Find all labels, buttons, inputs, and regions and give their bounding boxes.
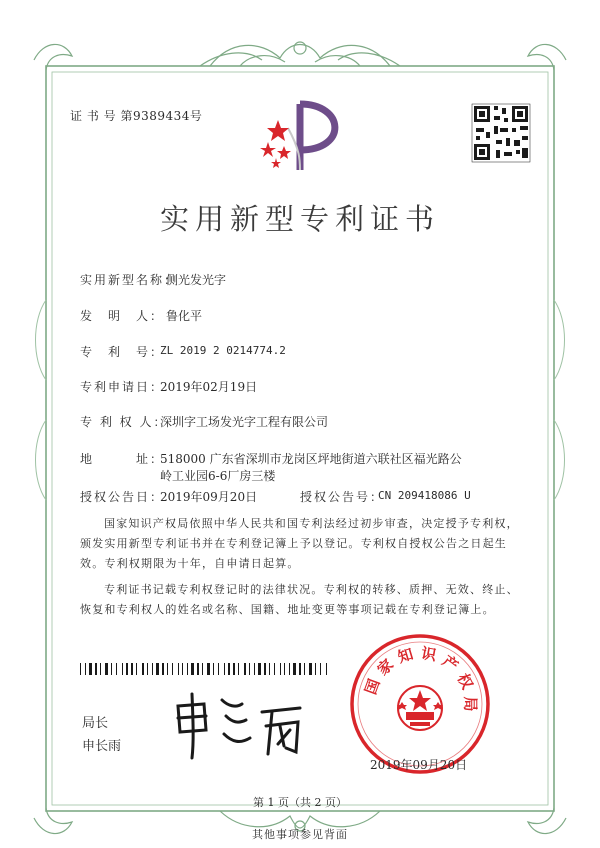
address-label: 地 址： xyxy=(80,452,165,466)
seal-character: 家 xyxy=(373,655,397,679)
patent-number-value: ZL 2019 2 0214774.2 xyxy=(160,344,286,357)
grant-statement-paragraph: 国家知识产权局依照中华人民共和国专利法经过初步审查，决定授予专利权，颁发实用新型专利证书并在专利登记簿上予以登记。专利权自授权公告之日起生效。专利权期限为十年，自申请日起算。 xyxy=(80,517,519,570)
patentee-value: 深圳字工场发光字工程有限公司 xyxy=(160,415,329,429)
back-note: 其他事项参见背面 xyxy=(252,828,348,841)
grant-date-label: 授权公告日： xyxy=(80,490,165,504)
inventor-value: 鲁化平 xyxy=(166,309,203,323)
seal-date: 2019年09月20日 xyxy=(370,758,468,772)
address-line-1: 518000 广东省深圳市龙岗区坪地街道六联社区福光路公 xyxy=(160,452,462,466)
seal-character: 局 xyxy=(461,696,480,712)
grant-date-value: 2019年09月20日 xyxy=(160,490,258,504)
utility-model-name-label: 实用新型名称： xyxy=(80,273,179,287)
filing-date-label: 专利申请日： xyxy=(80,380,165,394)
patent-number-label: 专 利 号： xyxy=(80,345,165,359)
seal-character: 知 xyxy=(395,644,416,667)
utility-model-name-value: 侧光发光字 xyxy=(166,273,227,287)
address-line-2: 岭工业园6-6厂房三楼 xyxy=(160,469,276,483)
page-title: 实用新型专利证书 xyxy=(159,202,440,236)
legal-status-paragraph: 专利证书记载专利权登记时的法律状况。专利权的转移、质押、无效、终止、恢复和专利权人的姓名或名称、国籍、地址变更等事项记载在专利登记簿上。 xyxy=(80,583,519,616)
seal-character: 国 xyxy=(361,676,384,697)
filing-date-value: 2019年02月19日 xyxy=(160,380,258,394)
director-title: 局长 xyxy=(82,716,109,731)
seal-character: 产 xyxy=(438,651,462,676)
director-name: 申长雨 xyxy=(82,739,122,754)
seal-character: 识 xyxy=(419,644,438,665)
patentee-label: 专 利 权 人： xyxy=(80,415,168,429)
page-indicator: 第 1 页（共 2 页） xyxy=(253,796,347,809)
grant-number-value: CN 209418086 U xyxy=(378,489,471,502)
grant-number-label: 授权公告号： xyxy=(300,490,385,504)
certificate-number: 证 书 号 第9389434号 xyxy=(70,109,203,123)
seal-character: 权 xyxy=(453,670,477,693)
inventor-label: 发 明 人： xyxy=(80,309,165,323)
